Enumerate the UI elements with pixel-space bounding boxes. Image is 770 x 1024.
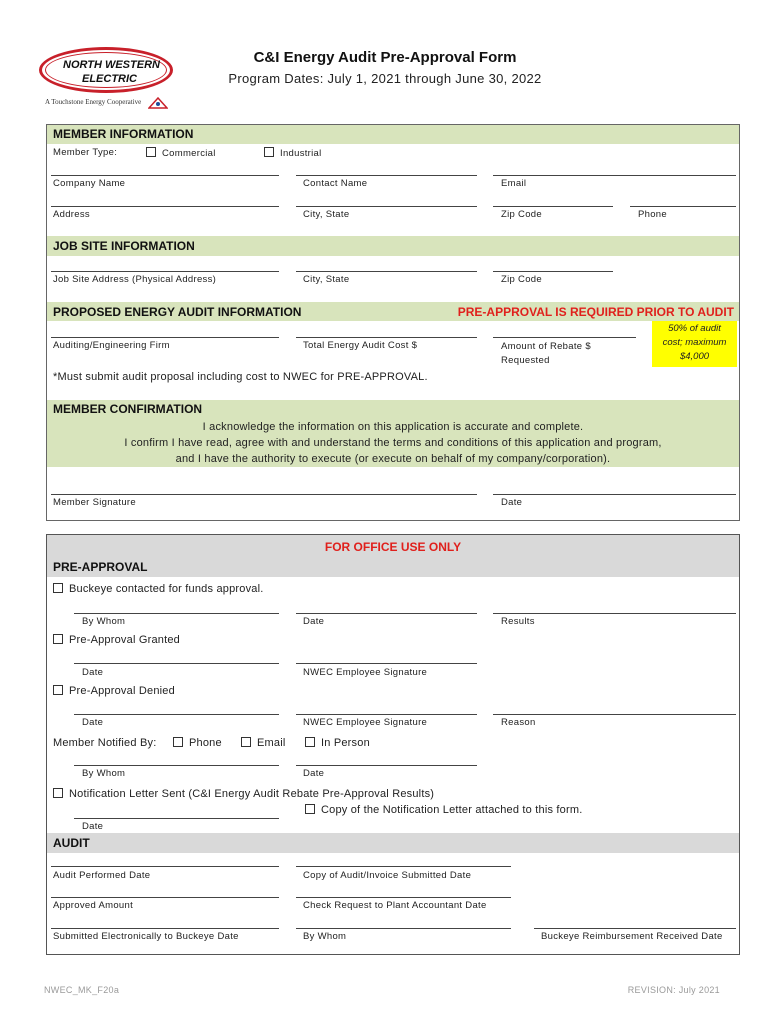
firm-label: Auditing/Engineering Firm xyxy=(53,340,170,351)
granted-label: Pre-Approval Granted xyxy=(69,634,180,646)
denied-label: Pre-Approval Denied xyxy=(69,685,175,697)
denied-sig-line[interactable] xyxy=(296,714,477,715)
buckeye-contacted-item[interactable] xyxy=(53,583,264,595)
notified-date-line[interactable] xyxy=(296,765,477,766)
jobsite-zip-label: Zip Code xyxy=(501,274,542,285)
buckeye-label: Buckeye contacted for funds approval. xyxy=(69,583,264,595)
letter-date-line[interactable] xyxy=(74,818,279,819)
firm-line[interactable] xyxy=(51,337,279,338)
confirm-line1: I acknowledge the information on this application is accurate and complete. xyxy=(202,421,584,433)
preapproval-heading: PRE-APPROVAL xyxy=(53,560,148,574)
check-request-label: Check Request to Plant Accountant Date xyxy=(303,900,487,911)
notified-label: Member Notified By: xyxy=(53,737,157,749)
preapproval-notice: PRE-APPROVAL IS REQUIRED PRIOR TO AUDIT xyxy=(457,305,734,319)
submitted-line[interactable] xyxy=(51,928,279,929)
buckeye-results-label: Results xyxy=(501,616,535,627)
denied-date-line[interactable] xyxy=(74,714,279,715)
denied-date-label: Date xyxy=(82,717,104,728)
jobsite-heading: JOB SITE INFORMATION xyxy=(53,239,195,253)
address-line[interactable] xyxy=(51,206,279,207)
phone-label: Phone xyxy=(638,209,667,220)
notified-phone-label: Phone xyxy=(189,737,222,749)
logo-tagline: A Touchstone Energy Cooperative xyxy=(45,98,142,106)
audit-by-line[interactable] xyxy=(296,928,511,929)
industrial-label: Industrial xyxy=(280,148,322,159)
granted-item[interactable] xyxy=(53,634,180,646)
rebate-label xyxy=(501,340,591,368)
letter-sent-item[interactable] xyxy=(53,788,434,800)
confirm-line3: and I have the authority to execute (or execute on behalf of my company/corporation). xyxy=(175,453,611,465)
audit-by-label: By Whom xyxy=(303,931,347,942)
buckeye-checkbox[interactable] xyxy=(53,583,63,593)
zip-line[interactable] xyxy=(493,206,613,207)
revision: REVISION: July 2021 xyxy=(627,985,720,995)
member-type-label: Member Type: xyxy=(53,147,118,158)
company-name-line[interactable] xyxy=(51,175,279,176)
rebate-label-line1: Amount of Rebate $ xyxy=(501,341,591,352)
member-signature-label: Member Signature xyxy=(53,497,136,508)
cost-line[interactable] xyxy=(296,337,477,338)
member-signature-line[interactable] xyxy=(51,494,477,495)
buckeye-by-line[interactable] xyxy=(74,613,279,614)
rebate-line[interactable] xyxy=(493,337,636,338)
notified-in-person[interactable] xyxy=(305,737,370,749)
denied-item[interactable] xyxy=(53,685,175,697)
letter-checkbox[interactable] xyxy=(53,788,63,798)
cost-label: Total Energy Audit Cost $ xyxy=(303,340,418,351)
notified-date-label: Date xyxy=(303,768,325,779)
email-checkbox[interactable] xyxy=(241,737,251,747)
denied-sig-label: NWEC Employee Signature xyxy=(303,717,428,728)
form-code: NWEC_MK_F20a xyxy=(44,985,120,995)
note-line1: 50% of audit xyxy=(668,323,721,334)
granted-date-label: Date xyxy=(82,667,104,678)
jobsite-address-line[interactable] xyxy=(51,271,279,272)
performed-line[interactable] xyxy=(51,866,279,867)
copy-checkbox[interactable] xyxy=(305,804,315,814)
rebate-cap-note xyxy=(652,321,737,367)
performed-label: Audit Performed Date xyxy=(53,870,151,881)
email-label: Email xyxy=(501,178,527,189)
notified-by-line[interactable] xyxy=(74,765,279,766)
copy-attached-item[interactable] xyxy=(305,804,583,816)
confirm-heading: MEMBER CONFIRMATION xyxy=(53,402,203,416)
industrial-checkbox[interactable] xyxy=(264,147,274,157)
logo-line1: NORTH WESTERN xyxy=(63,59,160,71)
jobsite-zip-line[interactable] xyxy=(493,271,613,272)
approved-line[interactable] xyxy=(51,897,279,898)
buckeye-date-line[interactable] xyxy=(296,613,477,614)
phone-line[interactable] xyxy=(630,206,736,207)
denied-reason-label: Reason xyxy=(501,717,536,728)
audit-band xyxy=(47,833,739,853)
contact-name-line[interactable] xyxy=(296,175,477,176)
received-label: Buckeye Reimbursement Received Date xyxy=(541,931,723,942)
commercial-option[interactable] xyxy=(146,147,216,159)
must-submit-note: *Must submit audit proposal including cost to NWEC for PRE-APPROVAL. xyxy=(53,371,428,383)
notified-by-label: By Whom xyxy=(82,768,126,779)
granted-checkbox[interactable] xyxy=(53,634,63,644)
note-line3: $4,000 xyxy=(679,351,710,362)
commercial-checkbox[interactable] xyxy=(146,147,156,157)
phone-checkbox[interactable] xyxy=(173,737,183,747)
member-info-heading: MEMBER INFORMATION xyxy=(53,127,194,141)
buckeye-date-label: Date xyxy=(303,616,325,627)
copy-invoice-label: Copy of Audit/Invoice Submitted Date xyxy=(303,870,472,881)
company-name-label: Company Name xyxy=(53,178,126,189)
confirm-date-line[interactable] xyxy=(493,494,736,495)
approved-label: Approved Amount xyxy=(53,900,134,911)
audit-heading: AUDIT xyxy=(53,836,90,850)
address-label: Address xyxy=(53,209,90,220)
notified-phone[interactable] xyxy=(173,737,222,749)
email-line[interactable] xyxy=(493,175,736,176)
granted-sig-line[interactable] xyxy=(296,663,477,664)
commercial-label: Commercial xyxy=(162,148,216,159)
jobsite-address-label: Job Site Address (Physical Address) xyxy=(53,274,217,285)
contact-name-label: Contact Name xyxy=(303,178,368,189)
touchstone-icon xyxy=(148,97,168,109)
city-state-line[interactable] xyxy=(296,206,477,207)
letter-date-label: Date xyxy=(82,821,104,832)
received-line[interactable] xyxy=(534,928,736,929)
denied-reason-line[interactable] xyxy=(493,714,736,715)
industrial-option[interactable] xyxy=(264,147,322,159)
rebate-label-line2: Requested xyxy=(501,355,550,366)
audit-info-heading: PROPOSED ENERGY AUDIT INFORMATION xyxy=(53,305,302,319)
note-line2: cost; maximum xyxy=(662,337,727,348)
granted-sig-label: NWEC Employee Signature xyxy=(303,667,428,678)
jobsite-city-label: City, State xyxy=(303,274,350,285)
notified-in-person-label: In Person xyxy=(321,737,370,749)
jobsite-city-line[interactable] xyxy=(296,271,477,272)
notified-email-label: Email xyxy=(257,737,286,749)
city-state-label: City, State xyxy=(303,209,350,220)
buckeye-results-line[interactable] xyxy=(493,613,736,614)
copy-invoice-line[interactable] xyxy=(296,866,511,867)
confirm-line2: I confirm I have read, agree with and understand the terms and conditions of this application and program, xyxy=(124,437,662,449)
page-title: C&I Energy Audit Pre-Approval Form xyxy=(253,49,517,66)
check-request-line[interactable] xyxy=(296,897,511,898)
copy-label: Copy of the Notification Letter attached to this form. xyxy=(321,804,583,816)
buckeye-by-label: By Whom xyxy=(82,616,126,627)
office-use-heading: FOR OFFICE USE ONLY xyxy=(324,540,462,554)
logo-line2: ELECTRIC xyxy=(82,73,137,85)
submitted-label: Submitted Electronically to Buckeye Date xyxy=(53,931,239,942)
denied-checkbox[interactable] xyxy=(53,685,63,695)
zip-label: Zip Code xyxy=(501,209,542,220)
granted-date-line[interactable] xyxy=(74,663,279,664)
notified-email[interactable] xyxy=(241,737,286,749)
confirm-date-label: Date xyxy=(501,497,523,508)
program-dates: Program Dates: July 1, 2021 through June 30, 2022 xyxy=(228,71,542,86)
letter-label: Notification Letter Sent (C&I Energy Audit Rebate Pre-Approval Results) xyxy=(69,788,435,800)
in-person-checkbox[interactable] xyxy=(305,737,315,747)
